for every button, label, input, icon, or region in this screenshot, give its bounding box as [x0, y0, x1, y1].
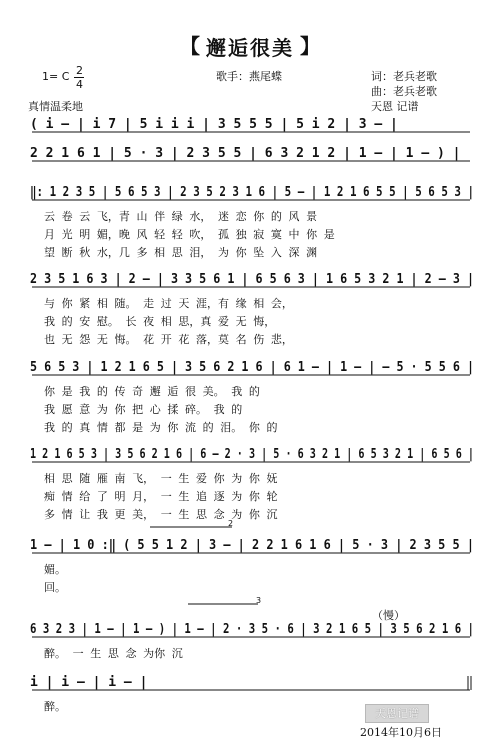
lyric-line: 醉。 — [44, 700, 66, 713]
volta-number-2: 2 — [228, 519, 234, 528]
notation-line: 6 3 2 3 | 1 – | 1 – ) | 1 – | 2 · 3 5 · 6 | 3 2 1 6 5 | 3 5 6 2 1 6 | — [30, 622, 474, 637]
lyric-line: 云 卷 云 飞，青 山 伴 绿 水， 迷 恋 你 的 风 景 — [44, 210, 318, 223]
volta-number-3: 3 — [256, 596, 262, 605]
performance-direction: 真情温柔地 — [28, 100, 83, 113]
transcriber-stamp: 天恩记谱 — [365, 704, 429, 723]
lyric-line: 我 的 真 情 都 是 为 你 流 的 泪。 你 的 — [44, 421, 278, 434]
composer: 曲：老兵老歌 — [371, 85, 437, 98]
key-signature: 1= C — [42, 70, 70, 83]
lyric-line: 与 你 紧 相 随。 走 过 天 涯，有 缘 相 会， — [44, 297, 293, 310]
notation-line: ( i – | i 7 | 5 i i i | 3 5 5 5 | 5 i 2 | 3 – | — [30, 117, 398, 132]
notation-line: 1 2 1 6 5 3 | 3 5 6 2 1 6 | 6 – 2 · 3 | 5 · 6 3 2 1 | 6 5 3 2 1 | 6 5 6 | — [30, 447, 474, 462]
lyric-line: 醉。 一 生 思 念 为你 沉 — [44, 647, 183, 660]
lyric-line: 媚。 — [44, 563, 66, 576]
lyric-line: 回。 — [44, 581, 66, 594]
song-title: 邂逅很美 — [206, 36, 294, 60]
time-signature-top: 2 — [76, 64, 83, 77]
notation-line: 5 6 5 3 | 1 2 1 6 5 | 3 5 6 2 1 6 | 6 1 – | 1 – | – 5 · 5 5 6 | — [30, 360, 474, 375]
notation-line: 2 2 1 6 1 | 5 · 3 | 2 3 5 5 | 6 3 2 1 2 | 1 – | 1 – ) | — [30, 146, 461, 161]
time-signature-bottom: 4 — [76, 78, 83, 91]
lyricist: 词：老兵老歌 — [371, 70, 437, 83]
lyric-line: 你 是 我 的 传 奇 邂 逅 很 美。 我 的 — [44, 385, 260, 398]
tempo-marking: （慢） — [372, 609, 405, 622]
lyric-line: 相 思 随 雁 南 飞， 一 生 爱 你 为 你 妩 — [44, 472, 278, 485]
lyric-line: 我 的 安 慰。 长 夜 相 思，真 爱 无 悔， — [44, 315, 276, 328]
title-bracket-close: 】 — [300, 34, 320, 58]
lyric-line: 也 无 怨 无 悔。 花 开 花 落，莫 名 伤 悲， — [44, 333, 293, 346]
transcriber: 天恩 记谱 — [371, 100, 419, 113]
lyric-line: 多 情 让 我 更 美， 一 生 思 念 为 你 沉 — [44, 508, 278, 521]
lyric-line: 我 愿 意 为 你 把 心 揉 碎。 我 的 — [44, 403, 243, 416]
lyric-line: 望 断 秋 水，几 多 相 思 泪， 为 你 坠 入 深 渊 — [44, 246, 318, 259]
singer: 歌手：燕尾蝶 — [216, 70, 282, 83]
notation-line: ‖: 1 2 3 5 | 5 6 5 3 | 2 3 5 2 3 1 6 | 5 – | 1 2 1 6 5 5 | 5 6 5 3 | — [30, 185, 474, 200]
notation-line: 2 3 5 1 6 3 | 2 – | 3 3 5 6 1 | 6 5 6 3 | 1 6 5 3 2 1 | 2 – 3 | — [30, 272, 474, 287]
notation-line: i | i – | i – | — [30, 675, 148, 690]
lyric-line: 月 光 明 媚，晚 风 轻 轻 吹， 孤 独 寂 寞 中 你 是 — [44, 228, 335, 241]
transcription-date: 2014年10月6日 — [360, 726, 442, 739]
lyric-line: 痴 情 给 了 明 月， 一 生 追 逐 为 你 轮 — [44, 490, 278, 503]
notation-line: 1 – | 1 0 :‖ ( 5 5 1 2 | 3 – | 2 2 1 6 1 6 | 5 · 3 | 2 3 5 5 | — [30, 538, 474, 553]
title-bracket-open: 【 — [180, 34, 200, 58]
